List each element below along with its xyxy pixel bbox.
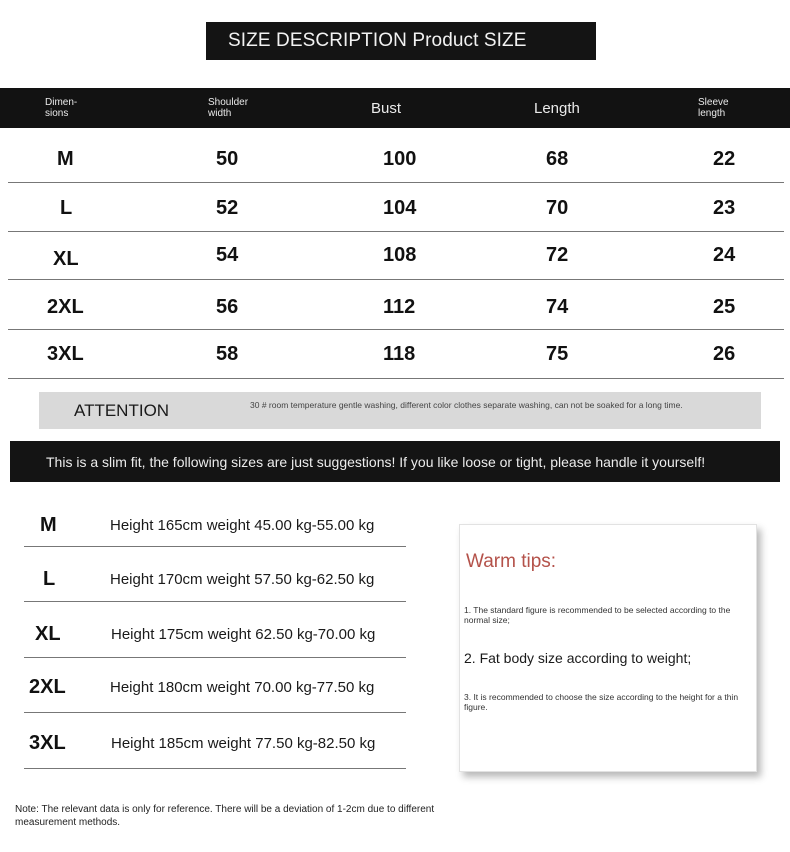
size-label: M [57,147,74,170]
length-value: 74 [546,295,569,318]
row-divider [24,546,406,547]
tip-2: 2. Fat body size according to weight; [464,650,692,666]
tip-1: 1. The standard figure is recommended to be selected according to the normal size; [464,605,731,625]
sleeve-value: 24 [713,243,736,266]
bust-value: 104 [383,196,417,219]
table-row [0,135,790,183]
row-divider [24,712,406,713]
reference-note: Note: The relevant data is only for reference. There will be a deviation of 1-2cm due to different measurement methods. [15,804,435,828]
header-bust: Bust [371,99,402,117]
size-label: 2XL [29,675,66,698]
size-label: XL [53,247,79,270]
list-item [24,719,406,767]
bust-value: 100 [383,147,417,170]
bust-value: 118 [383,342,416,365]
height-weight-text: Height 185cm weight 77.50 kg-82.50 kg [111,734,376,752]
header-dimensions: Dimen- sions [45,97,78,119]
sleeve-value: 26 [713,342,736,365]
table-row [0,283,790,331]
header-length: Length [534,99,580,117]
height-weight-text: Height 165cm weight 45.00 kg-55.00 kg [110,516,375,534]
header-shoulder-width: Shoulder width [208,97,249,119]
warm-tips-title: Warm tips: [466,551,557,572]
list-item [24,501,406,549]
page-title: SIZE DESCRIPTION Product SIZE [206,22,596,60]
row-divider [24,657,406,658]
length-value: 75 [546,342,569,365]
size-label: L [60,196,73,219]
height-weight-text: Height 175cm weight 62.50 kg-70.00 kg [111,625,376,643]
size-label: M [40,513,57,536]
bust-value: 108 [383,243,417,266]
sleeve-value: 23 [713,196,736,219]
shoulder-value: 56 [216,295,239,318]
bust-value: 112 [383,295,416,318]
attention-label: ATTENTION [74,401,170,420]
table-row [0,231,790,279]
list-item [24,555,406,603]
length-value: 70 [546,196,569,219]
row-divider [24,601,406,602]
row-divider [8,279,784,280]
table-row [0,330,790,378]
list-item [24,610,406,658]
size-label: 3XL [29,731,66,754]
attention-text: 30 # room temperature gentle washing, different color clothes separate washing, can not be soaked for a long time. [250,400,683,410]
row-divider [24,768,406,769]
length-value: 72 [546,243,569,266]
attention-banner [39,392,761,429]
list-item [24,663,406,711]
shoulder-value: 50 [216,147,239,170]
size-label: XL [35,622,61,645]
row-divider [8,378,784,379]
header-sleeve-length: Sleeve length [698,97,729,119]
size-table-header [0,88,790,128]
tip-3: 3. It is recommended to choose the size according to the height for a thin figure. [464,692,739,712]
row-divider [8,182,784,183]
size-label: 2XL [47,295,84,318]
shoulder-value: 58 [216,342,239,365]
size-label: L [43,567,56,590]
shoulder-value: 54 [216,243,239,266]
warm-tips-card [459,524,757,772]
slim-fit-notice: This is a slim fit, the following sizes are just suggestions! If you like loose or tight, please handle it yourself! [10,441,780,482]
shoulder-value: 52 [216,196,239,219]
size-label: 3XL [47,342,84,365]
sleeve-value: 25 [713,295,736,318]
height-weight-text: Height 180cm weight 70.00 kg-77.50 kg [110,678,375,696]
height-weight-text: Height 170cm weight 57.50 kg-62.50 kg [110,570,375,588]
table-row [0,184,790,232]
length-value: 68 [546,147,569,170]
sleeve-value: 22 [713,147,736,170]
